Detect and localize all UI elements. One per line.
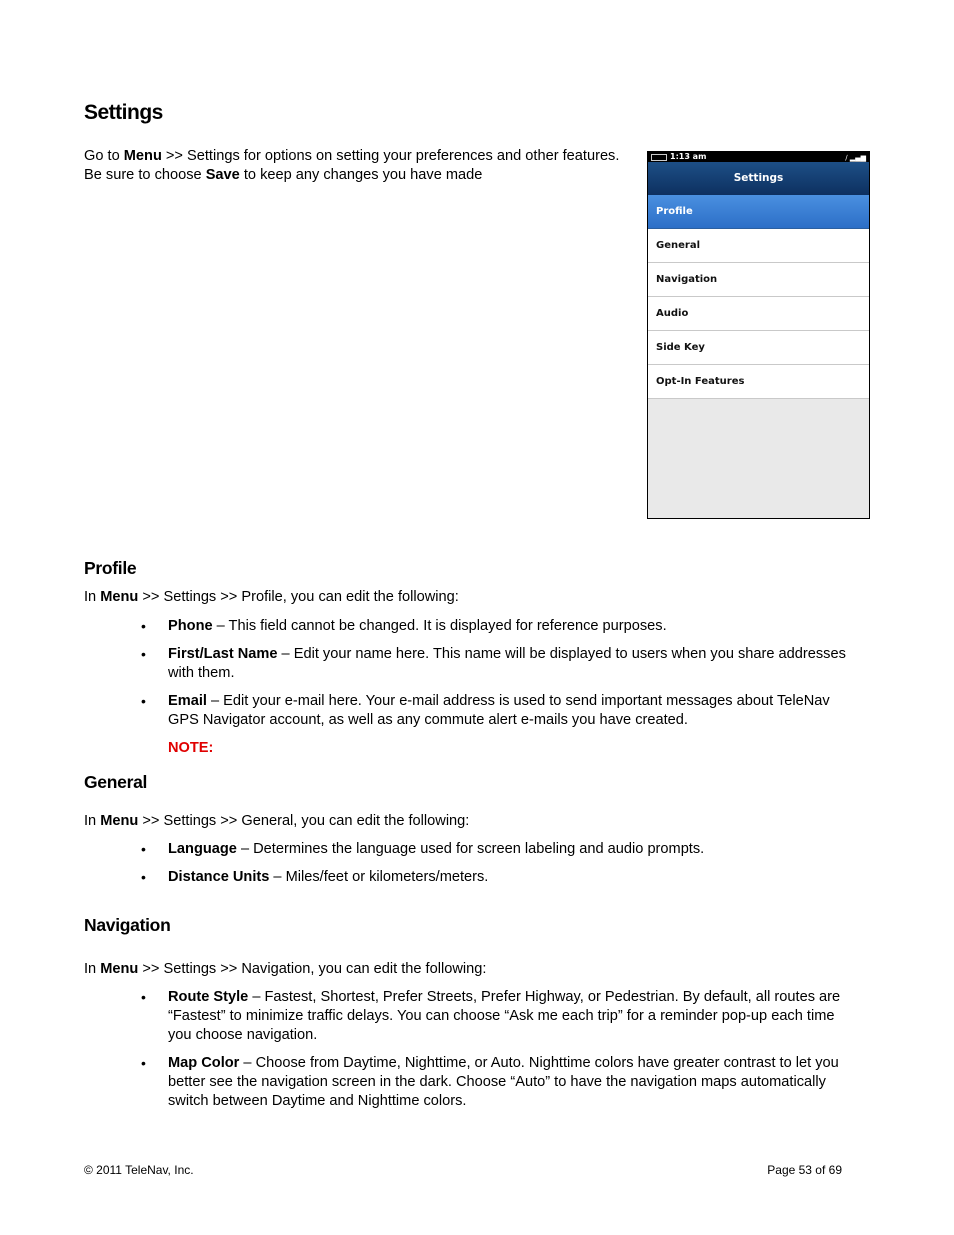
list-item (168, 617, 858, 636)
bullet-icon: • (141, 1055, 146, 1071)
general-intro (84, 812, 469, 831)
section-heading-profile: Profile (84, 558, 137, 578)
intro-text: >> Settings >> Navigation, you can edit the following: (138, 961, 487, 977)
intro-text: In (84, 813, 101, 829)
section-heading-navigation: Navigation (84, 915, 171, 935)
list-text: – Fastest, Shortest, Prefer Streets, Prefer Highway, or Pedestrian. By default, all routes are “Fastest” to minimize traffic delays. You can choose “Ask me each trip” for a reminder pop-up each time you choose navigation. (168, 989, 841, 1043)
list-term: First/Last Name (168, 646, 278, 662)
list-text: – Edit your name here. This name will be displayed to users when you share addresses with them. (168, 646, 846, 681)
list-text: – Choose from Daytime, Nighttime, or Auto. Nighttime colors have greater contrast to let you better see the navigation screen in the dark. Choose “Auto” to have the navigation maps automatically switch between Daytime and Nighttime colors. (168, 1055, 839, 1109)
bullet-icon: • (141, 646, 146, 662)
menu-item-profile[interactable]: Profile (648, 195, 869, 229)
menu-item-audio[interactable]: Audio (648, 297, 869, 331)
profile-intro (84, 588, 459, 607)
section-heading-general: General (84, 772, 148, 792)
intro-text: Go to (84, 148, 124, 164)
navigation-intro (84, 960, 486, 979)
battery-icon (651, 154, 667, 161)
bullet-icon: • (141, 989, 146, 1005)
list-text: – This field cannot be changed. It is displayed for reference purposes. (212, 618, 667, 634)
list-term: Email (168, 693, 207, 709)
list-term: Route Style (168, 989, 249, 1005)
list-item (168, 1054, 858, 1111)
list-term: Language (168, 841, 237, 857)
intro-line-1 (84, 147, 619, 166)
intro-text: In (84, 589, 101, 605)
page-title: Settings (84, 101, 163, 124)
intro-text: >> Settings >> Profile, you can edit the following: (138, 589, 459, 605)
list-term: Distance Units (168, 869, 270, 885)
list-term: Phone (168, 618, 213, 634)
phone-status-bar (648, 152, 869, 162)
list-text: – Edit your e-mail here. Your e-mail address is used to send important messages about TeleNav GPS Navigator account, as well as any commute alert e-mails you have created. (168, 693, 830, 728)
list-text: – Miles/feet or kilometers/meters. (269, 869, 489, 885)
intro-menu-bold: Menu (100, 589, 139, 605)
menu-item-opt-in-features[interactable]: Opt-In Features (648, 365, 869, 399)
bullet-icon: • (141, 693, 146, 709)
intro-text: to keep any changes you have made (239, 167, 483, 183)
menu-item-general[interactable]: General (648, 229, 869, 263)
intro-text: >> Settings for options on setting your preferences and other features. (161, 148, 620, 164)
list-item (168, 840, 858, 859)
footer-copyright: © 2011 TeleNav, Inc. (84, 1163, 194, 1177)
phone-screenshot (647, 151, 870, 519)
note-label: NOTE: (168, 740, 214, 756)
list-item (168, 645, 858, 683)
menu-item-navigation[interactable]: Navigation (648, 263, 869, 297)
list-item (168, 868, 858, 887)
status-time: 1:13 am (670, 152, 707, 161)
footer-page-number: Page 53 of 69 (767, 1163, 842, 1177)
intro-text: Be sure to choose (84, 167, 206, 183)
intro-menu-bold: Menu (100, 961, 139, 977)
bullet-icon: • (141, 841, 146, 857)
intro-save-bold: Save (205, 167, 240, 183)
intro-menu-bold: Menu (123, 148, 162, 164)
intro-text: >> Settings >> General, you can edit the following: (138, 813, 470, 829)
phone-title-bar: Settings (648, 162, 869, 195)
intro-menu-bold: Menu (100, 813, 139, 829)
bullet-icon: • (141, 869, 146, 885)
list-item (168, 692, 858, 730)
intro-text: In (84, 961, 101, 977)
list-item (168, 988, 858, 1045)
signal-icon: ∕ ▂▄▆ (845, 154, 866, 162)
menu-item-side-key[interactable]: Side Key (648, 331, 869, 365)
list-term: Map Color (168, 1055, 240, 1071)
bullet-icon: • (141, 618, 146, 634)
list-text: – Determines the language used for screen labeling and audio prompts. (236, 841, 705, 857)
intro-line-2 (84, 166, 482, 185)
